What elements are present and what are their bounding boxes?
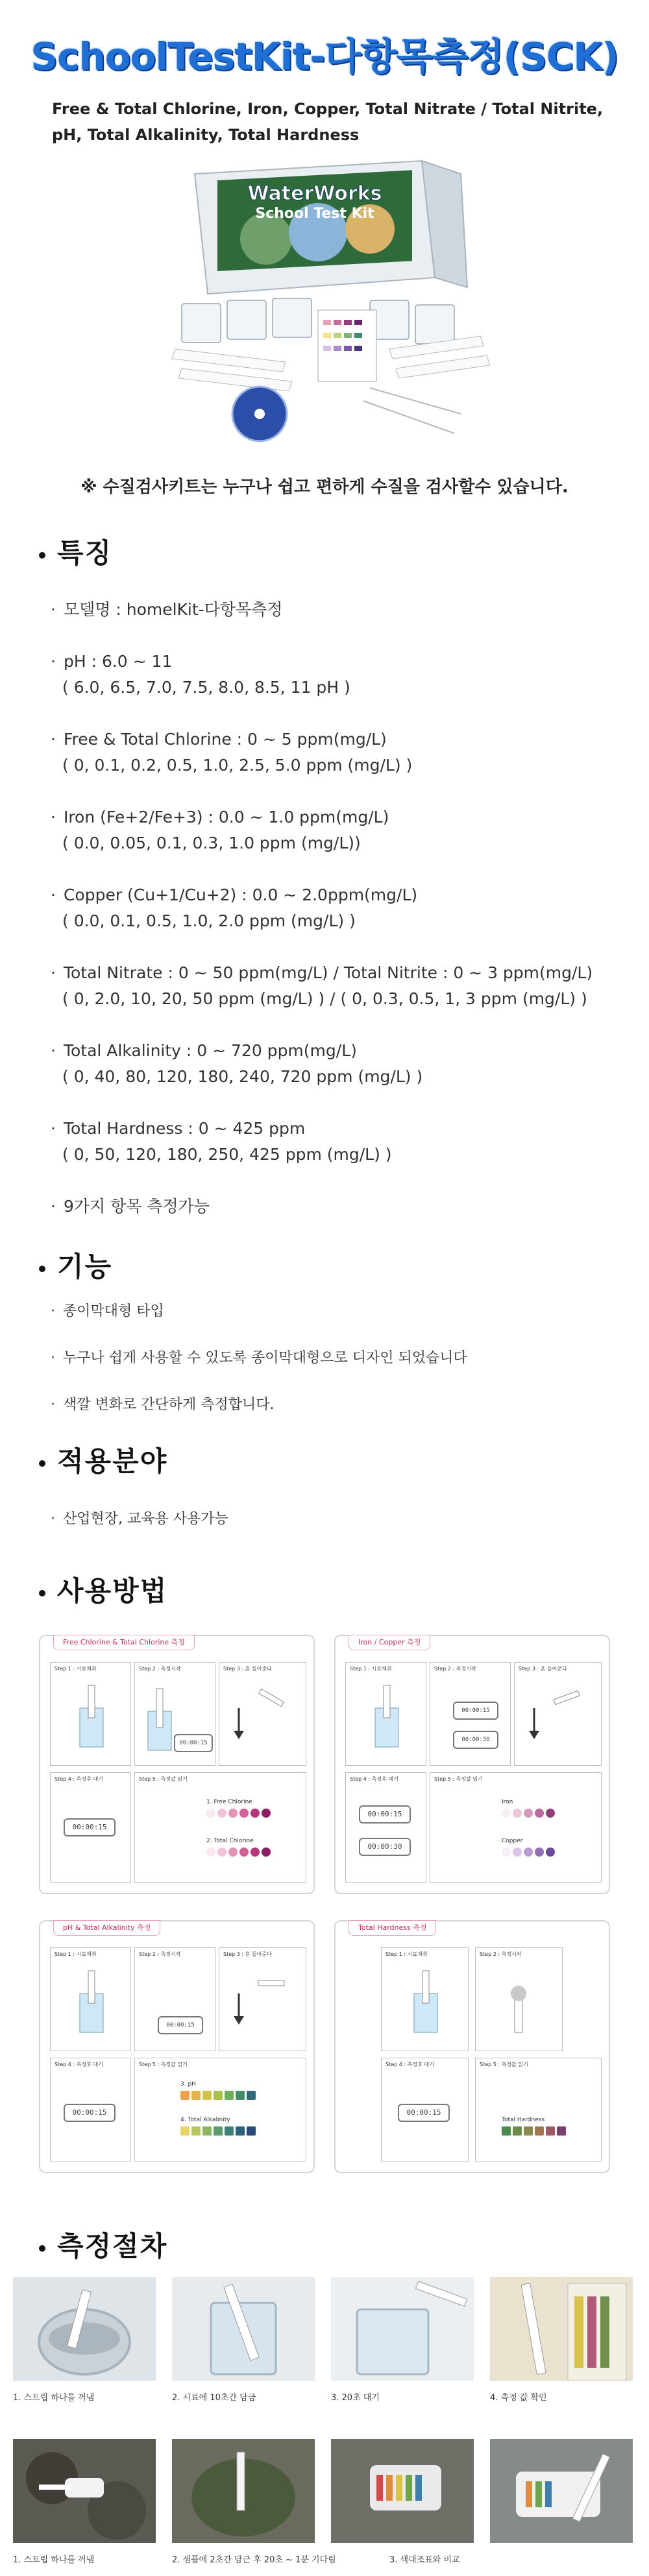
procedure-caption: 1. 스트립 하나를 꺼냄 — [13, 2393, 95, 2403]
manual-step: Step 1 : 시료채취 — [50, 1947, 131, 2051]
procedure-photo — [13, 2439, 156, 2543]
procedure-caption: 4. 측정 값 확인 — [490, 2393, 547, 2403]
procedure-row-2 — [13, 2439, 636, 2549]
feature-item: · Total Alkalinity : 0 ~ 720 ppm(mg/L) ( 0, 40, 80, 120, 180, 240, 720 ppm (mg/L) ) — [51, 1041, 423, 1086]
box-title: School Test Kit — [255, 206, 374, 222]
procedure-photo — [331, 2277, 474, 2381]
section-heading-label: 기능 — [57, 1251, 113, 1282]
manual-step: Step 5 : 측정값 읽기 Iron Copper — [430, 1772, 602, 1883]
procedure-photo — [172, 2439, 315, 2543]
color-scale — [206, 1809, 271, 1818]
function-item: · 종이막대형 타입 — [51, 1303, 164, 1319]
manual-step: Step 2 : 측정시작 00:00:15 — [134, 1947, 215, 2051]
section-heading-application — [39, 1440, 167, 1479]
dip-strip-icon — [476, 1948, 563, 2052]
test-kit-illustration — [156, 154, 493, 446]
color-scale — [502, 1809, 555, 1818]
section-heading-usage — [39, 1570, 167, 1609]
application-item: · 산업현장, 교육용 사용가능 — [51, 1511, 228, 1527]
feature-item: · 모델명 : homelKit-다항목측정 — [51, 600, 283, 619]
manual-panel-chlorine — [39, 1635, 315, 1894]
color-scale — [180, 2091, 256, 2100]
procedure-photo — [490, 2439, 633, 2543]
feature-item: · pH : 6.0 ~ 11 ( 6.0, 6.5, 7.0, 7.5, 8.0, 8.5, 11 pH ) — [51, 652, 350, 697]
manual-panel-iron-copper — [334, 1635, 610, 1894]
manual-step: Step 4 : 측정후 대기 00:00:15 00:00:30 — [345, 1772, 426, 1883]
manual-step: Step 3 : 흔 들어준다 — [514, 1662, 602, 1766]
manual-step: Step 5 : 측정값 읽기 1. Free Chlorine 2. Total Chlorine — [134, 1772, 306, 1883]
shake-strip-icon — [219, 1663, 307, 1766]
manual-step: Step 2 : 측정시작 — [475, 1947, 563, 2051]
section-heading-label: 특징 — [57, 537, 113, 569]
timer-display: 00:00:15 — [158, 2016, 203, 2034]
usage-manual — [39, 1635, 610, 2180]
timer-display: 00:00:15 — [174, 1734, 213, 1752]
panel-tag: Iron / Copper 측정 — [349, 1635, 430, 1650]
function-list — [51, 1301, 622, 1441]
manual-panel-ph-alkalinity — [39, 1920, 315, 2173]
feature-list — [51, 597, 622, 1246]
procedure-photo — [13, 2277, 156, 2381]
procedure-caption: 3. 20초 대기 — [331, 2393, 380, 2403]
timer-display: 00:00:15 — [398, 2104, 450, 2122]
function-item: · 색깔 변화로 간단하게 측정합니다. — [51, 1397, 275, 1413]
color-scale — [502, 1848, 555, 1857]
product-image — [156, 154, 493, 446]
feature-item: · Total Nitrate : 0 ~ 50 ppm(mg/L) / Total Nitrite : 0 ~ 3 ppm(mg/L) ( 0, 2.0, 10, 20, 50 ppm (mg/L) ) / ( 0, 0.3, 0.5, 1, 3 ppm (mg/L) ) — [51, 963, 593, 1008]
color-scale — [180, 2126, 256, 2136]
procedure-caption: 1. 스트립 하나를 꺼냄 — [13, 2555, 95, 2565]
procedure-caption: 2. 샘플에 2초간 담근 후 20초 ~ 1분 기다림 — [172, 2555, 336, 2565]
manual-step: Step 4 : 측정후 대기 00:00:15 — [50, 1772, 131, 1883]
sample-cup-icon — [51, 1948, 132, 2052]
sample-cup-icon — [346, 1663, 427, 1766]
application-list — [51, 1508, 622, 1555]
timer-display: 00:00:15 — [359, 1805, 411, 1824]
notice-text: ※ 수질검사키트는 누구나 쉽고 편하게 수질을 검사할수 있습니다. — [80, 477, 569, 497]
heading-bullet — [39, 1460, 45, 1467]
timer-display: 00:00:15 — [64, 1818, 116, 1836]
section-heading-label: 적용분야 — [57, 1445, 168, 1477]
sample-cup-icon — [382, 1948, 469, 2052]
box-brand: WaterWorks — [247, 182, 382, 205]
panel-tag: Free Chlorine & Total Chlorine 측정 — [53, 1635, 195, 1650]
feature-item: · Copper (Cu+1/Cu+2) : 0.0 ~ 2.0ppm(mg/L) ( 0.0, 0.1, 0.5, 1.0, 2.0 ppm (mg/L) ) — [51, 885, 418, 930]
manual-step: Step 5 : 측정값 읽기 Total Hardness — [475, 2058, 602, 2161]
manual-step: Step 3 : 흔 들어준다 — [219, 1662, 306, 1766]
color-scale — [502, 2126, 566, 2136]
manual-step: Step 1 : 시료채취 — [345, 1662, 426, 1766]
procedure-caption: 2. 시료에 10초간 담금 — [172, 2393, 256, 2403]
manual-step: Step 2 : 측정시작 00:00:15 00:00:30 — [430, 1662, 511, 1766]
procedure-photo — [331, 2439, 474, 2543]
manual-step: Step 3 : 흔 들어준다 — [219, 1947, 306, 2051]
shake-strip-icon — [515, 1663, 602, 1766]
page-subtitle: Free & Total Chlorine, Iron, Copper, Total Nitrate / Total Nitrite, pH, Total Alkalinity, Total Hardness — [52, 100, 604, 144]
feature-item: · Total Hardness : 0 ~ 425 ppm ( 0, 50, 120, 180, 250, 425 ppm (mg/L) ) — [51, 1119, 392, 1164]
procedure-photo — [490, 2277, 633, 2381]
feature-item: · 9가지 항목 측정가능 — [51, 1197, 210, 1216]
timer-display: 00:00:30 — [453, 1731, 498, 1749]
section-heading-function — [39, 1246, 112, 1284]
manual-step: Step 5 : 측정값 읽기 3. pH 4. Total Alkalinity — [134, 2058, 306, 2161]
function-item: · 누구나 쉽게 사용할 수 있도록 종이막대형으로 디자인 되었습니다 — [51, 1350, 467, 1366]
heading-bullet — [39, 2245, 45, 2252]
feature-item: · Iron (Fe+2/Fe+3) : 0.0 ~ 1.0 ppm(mg/L) ( 0.0, 0.05, 0.1, 0.3, 1.0 ppm (mg/L)) — [51, 808, 389, 852]
section-heading-label: 사용방법 — [57, 1575, 168, 1607]
section-heading-features — [39, 532, 112, 571]
timer-display: 00:00:15 — [453, 1702, 498, 1720]
page-title: SchoolTestKit-다항목측정(SCK) — [31, 34, 618, 78]
heading-bullet — [39, 1590, 45, 1596]
heading-bullet — [39, 552, 45, 559]
procedure-row-1 — [13, 2277, 636, 2387]
manual-step: Step 2 : 측정시작 00:00:15 — [134, 1662, 215, 1766]
feature-item: · Free & Total Chlorine : 0 ~ 5 ppm(mg/L) ( 0, 0.1, 0.2, 0.5, 1.0, 2.5, 5.0 ppm (mg/L) ) — [51, 730, 413, 775]
manual-panel-hardness — [334, 1920, 610, 2173]
color-scale — [206, 1848, 271, 1857]
section-heading-procedure — [39, 2225, 167, 2264]
shake-strip-icon — [219, 1948, 307, 2052]
manual-step: Step 1 : 시료채취 — [50, 1662, 131, 1766]
timer-display: 00:00:30 — [359, 1838, 411, 1856]
heading-bullet — [39, 1266, 45, 1272]
procedure-photo — [172, 2277, 315, 2381]
manual-step: Step 4 : 측정후 대기 00:00:15 — [381, 2058, 469, 2161]
section-heading-label: 측정절차 — [57, 2230, 168, 2262]
sample-cup-icon — [51, 1663, 132, 1766]
manual-step: Step 1 : 시료채취 — [381, 1947, 469, 2051]
procedure-caption: 3. 색대조표와 비교 — [389, 2555, 460, 2565]
timer-display: 00:00:15 — [64, 2104, 116, 2122]
manual-step: Step 4 : 측정후 대기 00:00:15 — [50, 2058, 131, 2161]
panel-tag: pH & Total Alkalinity 측정 — [53, 1920, 160, 1936]
panel-tag: Total Hardness 측정 — [349, 1920, 436, 1936]
